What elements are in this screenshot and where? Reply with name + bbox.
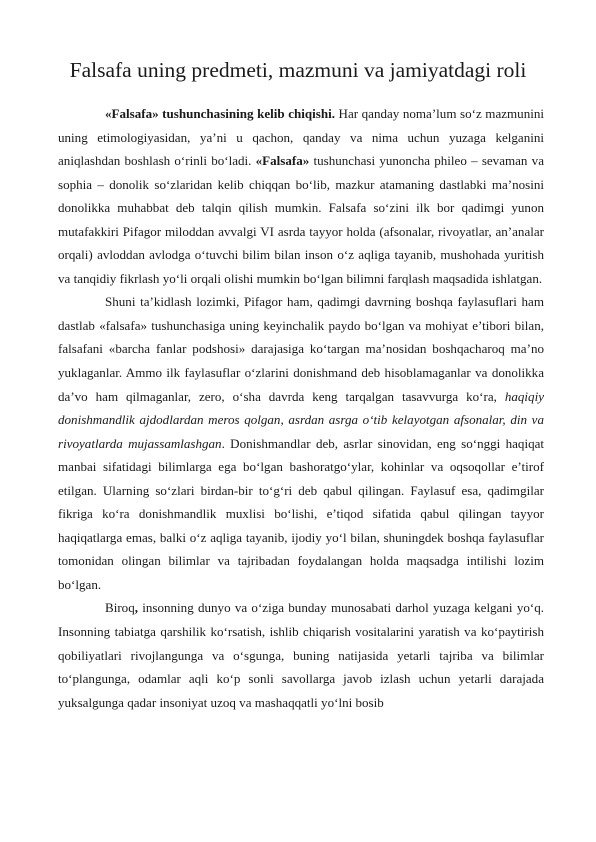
lead-comma: , bbox=[134, 600, 138, 616]
paragraph-text: insonning dunyo va o‘ziga bunday munosabati darhol yuzaga kelgani yo‘q. Insonning tabiatga qarshilik ko‘rsatish, ishlib chiqarish vositalarini yaratish va ko‘paytirish qobiliyatlari rivojlangunga va o‘sgunga, buning natijasida yetarli tajriba va bilimlar to‘plangunga, odamlar aqli ko‘p sonli savollarga javob izlash uchun yetarli darajada yuksalgunga qadar insoniyat uzoq va mashaqqatli yo‘lni bosib bbox=[58, 600, 544, 710]
paragraph-human-attitude bbox=[58, 596, 544, 714]
document-body bbox=[58, 102, 544, 714]
paragraph-text: Shuni ta’kidlash lozimki, Pifagor ham, qadimgi davrning boshqa faylasuflari ham dastlab «falsafa» tushunchasiga uning keyinchalik paydo bo‘lgan va mohiyat e’tibori bilan, falsafani «barcha fanlar podshosi» darajasiga ko‘targan ma’nosidan boshqacharoq ma’no yuklaganlar. Ammo ilk faylasuflar o‘zlarini donishmand deb hisoblamaganlar va donolikka da’vo ham qilmaganlar, zero, o‘sha davrda keng tarqalgan tasavvurga ko‘ra, bbox=[58, 294, 544, 404]
paragraph-lead-word: Biroq bbox=[105, 600, 135, 616]
term-falsafa: «Falsafa» bbox=[255, 153, 310, 169]
paragraph-early-philosophers bbox=[58, 290, 544, 596]
paragraph-text: . Donishmandlar deb, asrlar sinovidan, eng so‘nggi haqiqat manbai sifatidagi bilimlarga ega bo‘lgan bashoratgo‘ylar, kohinlar va oqsoqollar e’tirof etilgan. Ularning so‘zlari birdan-bir to‘g‘ri deb qabul qilingan. Faylasuf esa, qadimgilar fikriga ko‘ra donishmandlik muxlisi bo‘lishi, e’tiqod sifatida qabul qilingan tayyor haqiqatlarga emas, balki o‘z aqliga tayanib, ijodiy yo‘l bilan, shuningdek boshqa faylasuflar tomonidan olingan bilimlar va tajribadan foydalangan holda maqsadga intilishi lozim bo‘lgan. bbox=[58, 435, 545, 592]
paragraph-etymology bbox=[58, 102, 544, 290]
section-lead-heading: «Falsafa» tushunchasining kelib chiqishi. bbox=[105, 106, 335, 121]
page-title: Falsafa uning predmeti, mazmuni va jamiyatdagi roli bbox=[69, 58, 527, 82]
paragraph-text: tushunchasi yunoncha phileo – sevaman va sophia – donolik so‘zlaridan kelib chiqqan bo‘lib, mazkur atamaning dastlabki ma’nosini donolikka muhabbat deb talqin qilish mumkin. Falsafa so‘zini ilk bor qadimgi yunon mutafakkiri Pifagor miloddan avvalgi VI asrda tayyor holda (afsonalar, rivoyatlar, an’analar orqali) avloddan avlodga o‘tuvchi bilim bilan inson o‘z aqliga tayanib, mushohada yuritish va tanqidiy fikrlash yo‘li orqali olishi mumkin bo‘lgan bilimni farqlash maqsadida ishlatgan. bbox=[58, 153, 544, 286]
italic-emphasis: haqiqiy donishmandlik ajdodlardan meros qolgan, asrdan asrga o‘tib kelayotgan afsonalar, din va rivoyatlarda mujassamlashgan bbox=[58, 388, 544, 451]
paragraph-text: Har qanday noma’lum so‘z mazmunini uning etimologiyasidan, ya’ni u qachon, qanday va nima uchun yuzaga kelganini aniqlashdan boshlash o‘rinli bo‘ladi. bbox=[58, 106, 545, 169]
